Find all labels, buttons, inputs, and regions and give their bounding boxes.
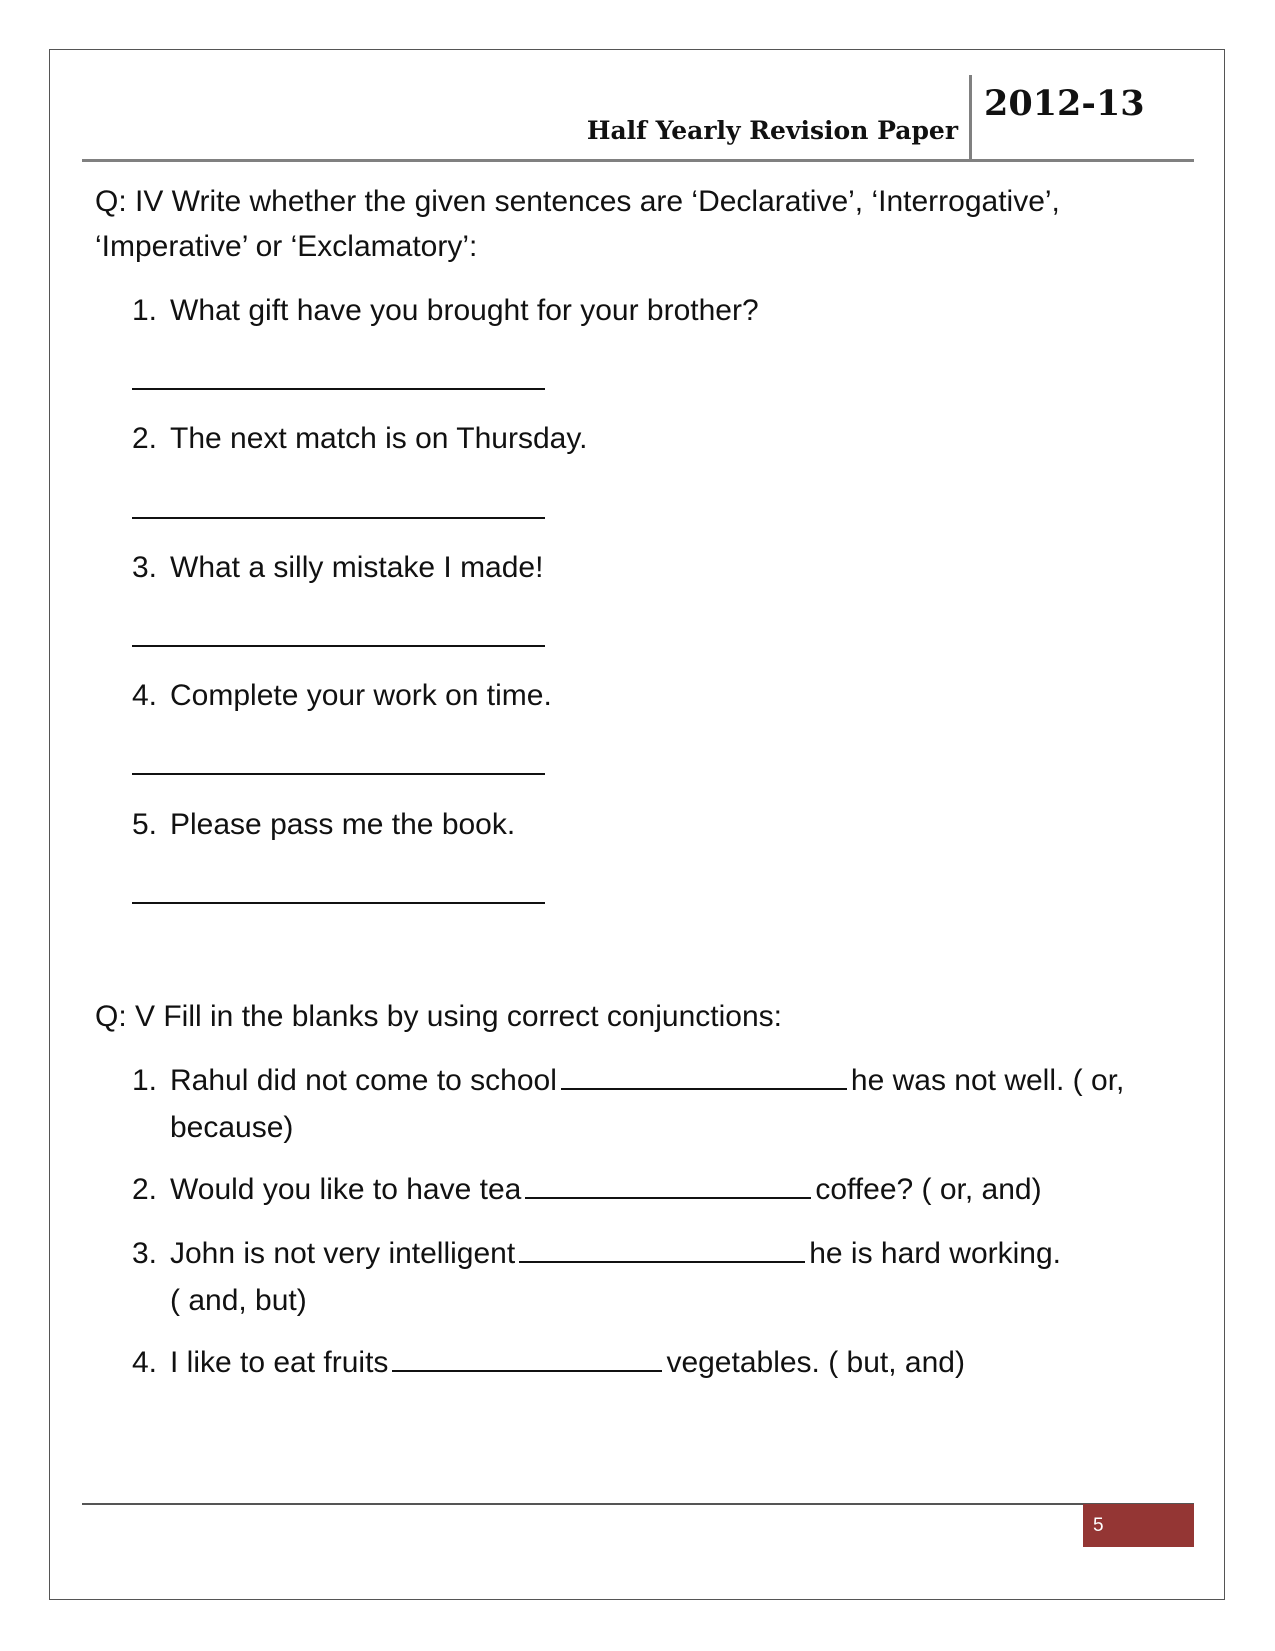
header-rule [82, 159, 1194, 162]
question-iv-item [132, 544, 543, 591]
conjunction-blank-4[interactable] [392, 1370, 662, 1372]
page-number: 5 [1083, 1504, 1194, 1547]
item-text-before: I like to eat fruits [170, 1346, 389, 1379]
question-v-heading: Q: V Fill in the blanks by using correct conjunctions: [95, 1000, 782, 1033]
footer-rule [82, 1503, 1194, 1505]
question-v-item [132, 1057, 1125, 1144]
item-text-after: coffee? ( or, and) [815, 1173, 1042, 1206]
answer-blank-4[interactable] [132, 773, 545, 775]
item-number: 2. [132, 422, 158, 455]
academic-year: 2012-13 [984, 83, 1145, 124]
item-text-before: Rahul did not come to school [170, 1064, 557, 1097]
item-number: 3. [132, 1237, 158, 1270]
header-divider [969, 75, 972, 161]
item-number: 1. [132, 294, 158, 327]
item-continuation: because) [170, 1111, 294, 1144]
item-text-after: he is hard working. [809, 1237, 1061, 1270]
answer-blank-2[interactable] [132, 517, 545, 519]
item-text-before: John is not very intelligent [170, 1237, 516, 1270]
item-sentence: What gift have you brought for your brother? [170, 294, 759, 327]
paper-title: Half Yearly Revision Paper [586, 116, 958, 145]
question-v-item [132, 1339, 965, 1386]
question-iv-item [132, 672, 552, 719]
answer-blank-3[interactable] [132, 645, 545, 647]
question-iv-item [132, 415, 587, 462]
question-iv-heading-line2: ‘Imperative’ or ‘Exclamatory’: [95, 230, 478, 263]
conjunction-blank-3[interactable] [519, 1261, 805, 1263]
answer-blank-1[interactable] [132, 388, 545, 390]
item-number: 5. [132, 808, 158, 841]
item-sentence: The next match is on Thursday. [170, 422, 588, 455]
item-sentence: Complete your work on time. [170, 679, 552, 712]
item-text-before: Would you like to have tea [170, 1173, 522, 1206]
item-number: 1. [132, 1064, 158, 1097]
item-sentence: Please pass me the book. [170, 808, 516, 841]
question-v-item [132, 1230, 1061, 1317]
item-number: 3. [132, 551, 158, 584]
item-text-after: vegetables. ( but, and) [666, 1346, 965, 1379]
item-number: 4. [132, 1346, 158, 1379]
conjunction-blank-2[interactable] [525, 1197, 811, 1199]
item-number: 2. [132, 1173, 158, 1206]
question-iv-item [132, 287, 759, 334]
question-v-item [132, 1166, 1042, 1213]
conjunction-blank-1[interactable] [561, 1088, 847, 1090]
item-number: 4. [132, 679, 158, 712]
item-text-after: he was not well. ( or, [850, 1064, 1125, 1097]
question-iv-heading-line1: Q: IV Write whether the given sentences are ‘Declarative’, ‘Interrogative’, [95, 185, 1060, 218]
item-sentence: What a silly mistake I made! [170, 551, 544, 584]
item-continuation: ( and, but) [170, 1284, 307, 1317]
answer-blank-5[interactable] [132, 902, 545, 904]
question-iv-item [132, 801, 515, 848]
